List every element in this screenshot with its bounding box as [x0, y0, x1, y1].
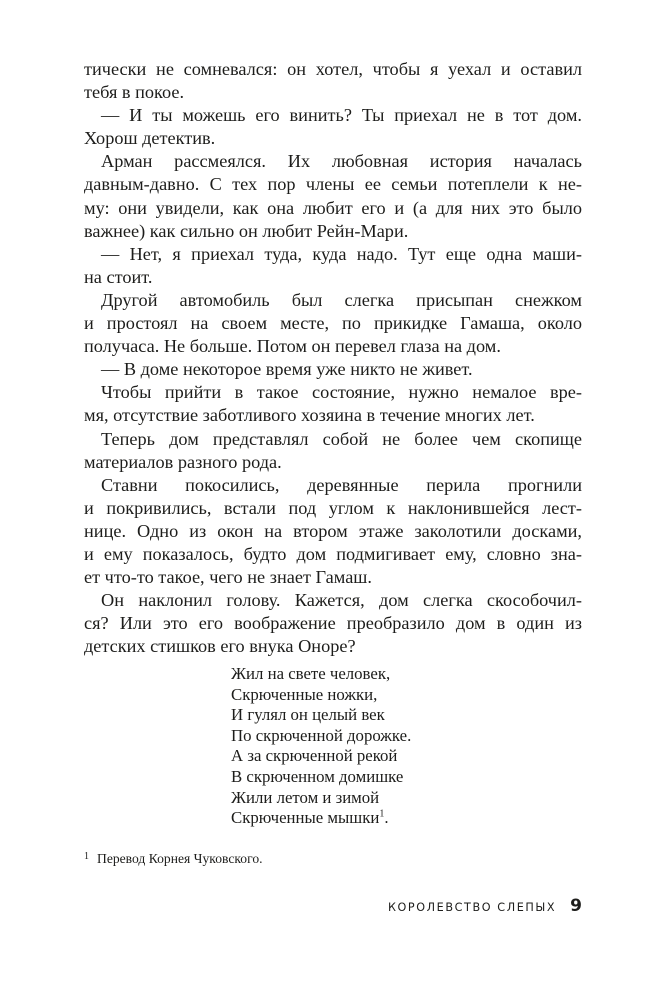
- text-line: мя, отсутствие заботливого хозяина в течение многих лет.: [84, 405, 535, 426]
- poem-line: Жил на свете человек,: [231, 664, 391, 683]
- text-line: Чтобы прийти в такое состояние, нужно немалое вре-: [101, 382, 582, 403]
- text-line: важнее) как сильно он любит Рейн-Мари.: [84, 220, 409, 241]
- text-line: тически не сомневался: он хотел, чтобы я уехал и оставил: [84, 59, 582, 79]
- book-title: КОРОЛЕВСТВО СЛЕПЫХ: [387, 901, 557, 914]
- footnote-number: 1: [84, 851, 89, 862]
- text-line: Хорош детектив.: [84, 128, 216, 149]
- text-line: Ставни покосились, деревянные перила прогнили: [101, 474, 582, 495]
- text-line: — В доме некоторое время уже никто не живет.: [101, 359, 473, 380]
- footnote: [84, 848, 263, 868]
- text-line: Он наклонил голову. Кажется, дом слегка скособочил-: [101, 590, 582, 611]
- poem-line: В скрюченном домишке: [231, 766, 404, 786]
- text-line: Арман рассмеялся. Их любовная история началась: [101, 151, 582, 172]
- text-line: — Нет, я приехал туда, куда надо. Тут еще одна маши-: [101, 243, 582, 264]
- text-line: ся? Или это его воображение преобразило дом в один из: [84, 613, 582, 634]
- text-line: — И ты можешь его винить? Ты приехал не в тот дом.: [101, 105, 582, 126]
- poem-line: [231, 808, 411, 829]
- poem-line: По скрюченной дорожке.: [231, 725, 412, 745]
- text-line: детских стишков его внука Оноре?: [84, 636, 356, 657]
- text-line: получаса. Не больше. Потом он перевел глаза на дом.: [84, 336, 501, 357]
- footnote-marker: 1: [379, 808, 385, 820]
- footnote-text: Перевод Корнея Чуковского.: [97, 851, 263, 866]
- text-line: ет что-то такое, чего не знает Гамаш.: [84, 567, 372, 588]
- text-line: Теперь дом представлял собой не более чем скопище: [101, 428, 582, 449]
- text-line: давным-давно. С тех пор члены ее семьи потеплели к не-: [84, 174, 582, 195]
- poem-period: .: [384, 808, 389, 828]
- text-line: тебя в покое.: [84, 82, 185, 103]
- running-footer: [388, 896, 582, 916]
- text-line: нице. Одно из окон на втором этаже заколотили досками,: [84, 520, 582, 541]
- text-line: материалов разного рода.: [84, 451, 282, 472]
- text-line: и ему показалось, будто дом подмигивает ему, словно зна-: [84, 543, 582, 564]
- text-line: и простоял на своем месте, по прикидке Гамаша, около: [84, 313, 582, 334]
- text-line: и покривились, встали под углом к наклонившейся лест-: [84, 497, 582, 518]
- text-line: Другой автомобиль был слегка присыпан снежком: [101, 289, 582, 310]
- poem-line: Жили летом и зимой: [231, 787, 380, 807]
- body-text: [84, 58, 582, 658]
- poem-line: Скрюченные ножки,: [231, 684, 378, 704]
- text-line: на стоит.: [84, 266, 153, 287]
- page-number: 9: [570, 896, 582, 916]
- poem-line-text: Скрюченные мышки: [231, 808, 380, 828]
- text-line: му: они увидели, как она любит его и (а для них это было: [84, 197, 582, 218]
- poem-line: А за скрюченной рекой: [231, 746, 398, 766]
- poem: [231, 664, 411, 829]
- poem-line: И гулял он целый век: [231, 705, 385, 725]
